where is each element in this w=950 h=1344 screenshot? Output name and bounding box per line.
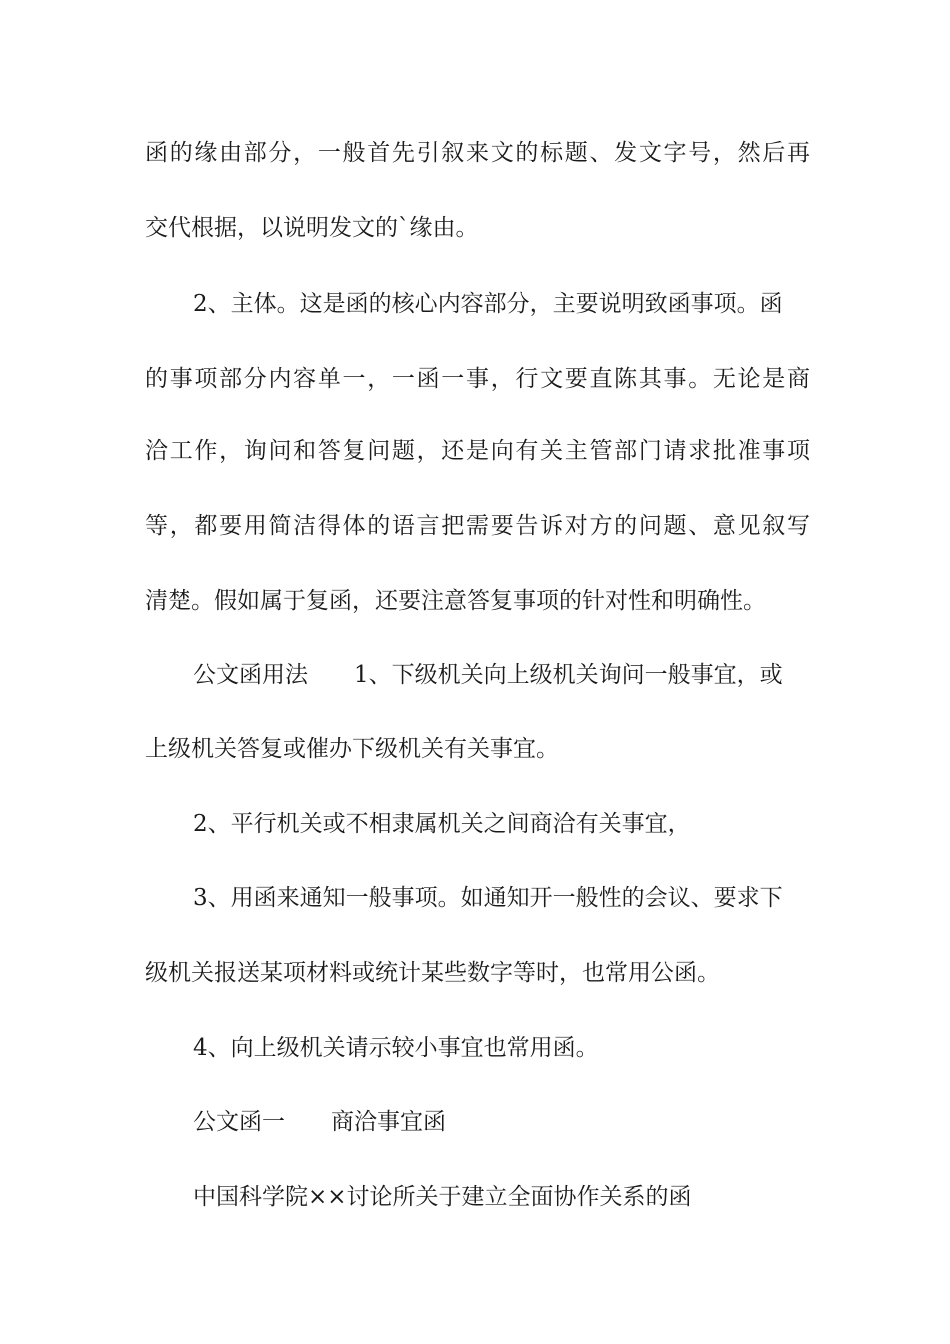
paragraph-line: 级机关报送某项材料或统计某些数字等时，也常用公函。 [145, 960, 720, 986]
paragraph-text: 2、主体。这是函的核心内容部分，主要说明致函事项。函 [193, 291, 783, 317]
usage-item-1: 1、下级机关向上级机关询问一般事宜，或 [354, 662, 783, 688]
paragraph-line: 3、用函来通知一般事项。如通知开一般性的会议、要求下 [193, 885, 783, 911]
paragraph-line: 等，都要用简洁得体的语言把需要告诉对方的问题、意见叙写 [145, 513, 810, 539]
paragraph-line [193, 286, 810, 322]
paragraph-line: 2、平行机关或不相隶属机关之间商洽有关事宜， [193, 811, 691, 837]
usage-heading: 公文函用法 [193, 662, 308, 688]
example-heading-line [193, 1104, 858, 1140]
paragraph-line: 洽工作，询问和答复问题，还是向有关主管部门请求批准事项 [145, 438, 810, 464]
paragraph-line: 4、向上级机关请示较小事宜也常用函。 [193, 1035, 599, 1061]
document-title-line: 中国科学院××讨论所关于建立全面协作关系的函 [193, 1184, 692, 1210]
example-title: 商洽事宜函 [331, 1109, 446, 1135]
paragraph-line: 交代根据，以说明发文的`缘由。 [145, 215, 479, 241]
paragraph-line: 清楚。假如属于复函，还要注意答复事项的针对性和明确性。 [145, 588, 766, 614]
usage-line [193, 657, 858, 693]
paragraph-line: 上级机关答复或催办下级机关有关事宜。 [145, 736, 559, 762]
paragraph-line: 函的缘由部分，一般首先引叙来文的标题、发文字号，然后再 [145, 140, 810, 166]
paragraph-line: 的事项部分内容单一，一函一事，行文要直陈其事。无论是商 [145, 366, 810, 392]
example-heading: 公文函一 [193, 1109, 285, 1135]
